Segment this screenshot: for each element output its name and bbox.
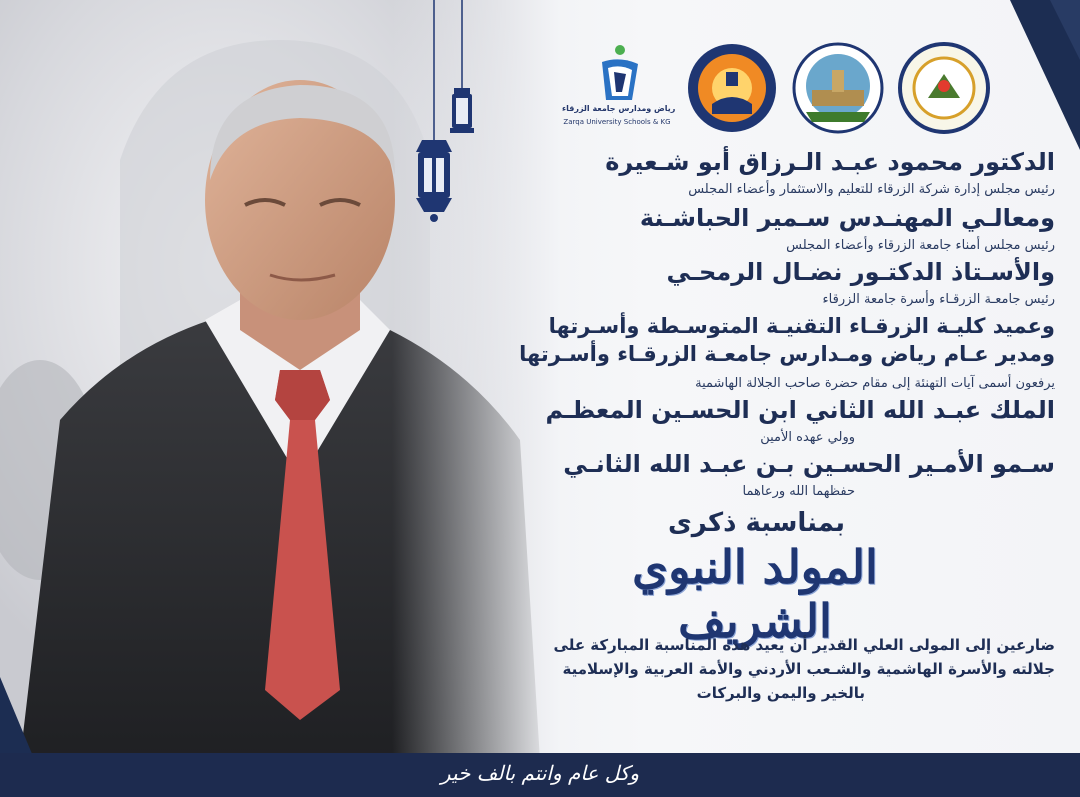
closing-line-1: ضارعين إلى المولى العلي القدير أن يعيد هذه المناسبة المباركة على: [553, 636, 1055, 654]
logos-row: [562, 38, 990, 138]
company-logo: [898, 42, 990, 134]
schools-logo: [562, 42, 676, 134]
occasion-heading: بمناسبة ذكرى: [667, 508, 845, 538]
line4: وعميد كليـة الزرقـاء التقنيـة المتوسـطة وأسـرتها: [548, 314, 1055, 338]
corner-decoration-top-right-inner: [1050, 0, 1080, 60]
technical-college-logo: [686, 42, 778, 134]
calligraphy-title: المولد النبوي الشريف: [632, 540, 878, 648]
line5: ومدير عـام رياض ومـدارس جامعـة الزرقـاء وأسـرتها: [519, 342, 1055, 366]
line2-name: ومعالـي المهنـدس سـمير الحباشـنة: [639, 204, 1055, 232]
greeting-text-block: [500, 148, 1055, 738]
lantern-decoration: [400, 0, 490, 240]
line2-title: رئيس مجلس أمناء جامعة الزرقاء وأعضاء المجلس: [786, 238, 1055, 253]
raise-line: يرفعون أسمى آيات التهنئة إلى مقام حضرة صاحب الجلالة الهاشمية: [695, 376, 1055, 391]
line1-title: رئيس مجلس إدارة شركة الزرقاء للتعليم والاستثمار وأعضاء المجلس: [688, 182, 1055, 197]
closing-line-2: جلالته والأسرة الهاشمية والشـعب الأردني والأمة العربية والإسلامية: [562, 660, 1055, 678]
schools-logo-arabic: رياض ومدارس جامعة الزرقاء: [562, 104, 676, 113]
line3-title: رئيس جامعـة الزرقـاء وأسرة جامعة الزرقاء: [822, 292, 1055, 307]
footer-greeting: وكل عام وانتم بالف خير: [440, 761, 640, 785]
crown-name: سـمو الأمـير الحسـين بـن عبـد الله الثانـي: [563, 450, 1055, 478]
schools-logo-english: Zarqa University Schools & KG: [563, 118, 671, 126]
crown-intro: وولي عهده الأمين: [760, 430, 855, 445]
closing-line-3: بالخير واليمن والبركات: [696, 684, 865, 702]
king-name: الملك عبـد الله الثاني ابن الحسـين المعظـم: [545, 396, 1055, 424]
university-logo: [792, 42, 884, 134]
line3-name: والأسـتاذ الدكتـور نضـال الرمحـي: [666, 258, 1055, 286]
line1-name: الدكتور محمود عبـد الـرزاق أبو شـعيرة: [605, 148, 1055, 176]
footer-bar: [0, 753, 1080, 797]
blessing-line: حفظهما الله ورعاهما: [742, 484, 855, 499]
